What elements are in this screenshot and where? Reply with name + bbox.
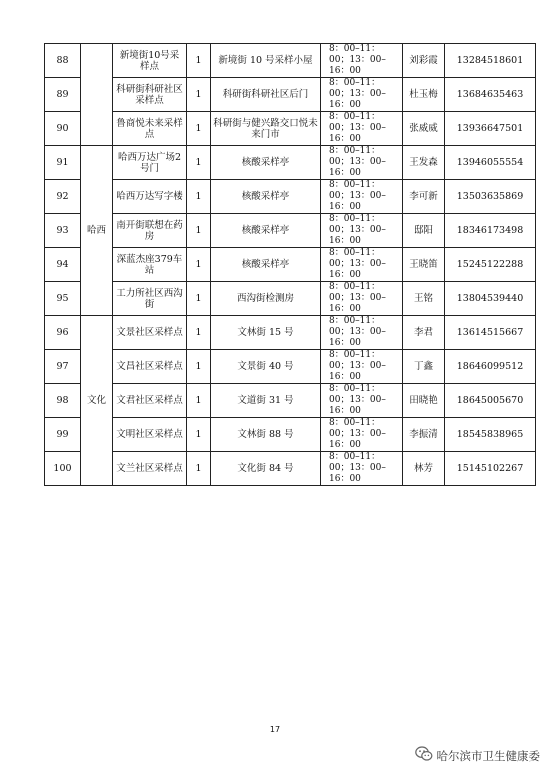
contact-name: 李振清 bbox=[403, 418, 445, 452]
contact-phone: 13804539440 bbox=[445, 282, 536, 316]
contact-phone: 15245122288 bbox=[445, 248, 536, 282]
service-hours: 8：00–11：00；13：00–16：00 bbox=[321, 214, 403, 248]
site-address: 科研街科研社区后门 bbox=[211, 78, 321, 112]
site-count: 1 bbox=[187, 316, 211, 350]
district-cell: 文化 bbox=[81, 316, 113, 486]
contact-name: 林芳 bbox=[403, 452, 445, 486]
contact-phone: 13936647501 bbox=[445, 112, 536, 146]
service-hours: 8：00–11：00；13：00–16：00 bbox=[321, 452, 403, 486]
wechat-icon bbox=[415, 746, 437, 765]
table-row bbox=[45, 112, 536, 146]
row-number: 96 bbox=[45, 316, 81, 350]
table-row bbox=[45, 418, 536, 452]
contact-name: 李君 bbox=[403, 316, 445, 350]
contact-name: 丁鑫 bbox=[403, 350, 445, 384]
contact-name: 王铭 bbox=[403, 282, 445, 316]
contact-phone: 18346173498 bbox=[445, 214, 536, 248]
site-name: 文景社区采样点 bbox=[113, 316, 187, 350]
site-count: 1 bbox=[187, 146, 211, 180]
contact-name: 刘彩霞 bbox=[403, 44, 445, 78]
site-name: 文昌社区采样点 bbox=[113, 350, 187, 384]
contact-phone: 15145102267 bbox=[445, 452, 536, 486]
district-cell: 哈西 bbox=[81, 146, 113, 316]
service-hours: 8：00–11：00；13：00–16：00 bbox=[321, 384, 403, 418]
table-row bbox=[45, 214, 536, 248]
watermark-text: 哈尔滨市卫生健康委 bbox=[436, 748, 540, 763]
site-address: 核酸采样亭 bbox=[211, 214, 321, 248]
site-address: 西沟街检测房 bbox=[211, 282, 321, 316]
site-count: 1 bbox=[187, 44, 211, 78]
service-hours: 8：00–11：00；13：00–16：00 bbox=[321, 78, 403, 112]
site-count: 1 bbox=[187, 180, 211, 214]
contact-name: 杜玉梅 bbox=[403, 78, 445, 112]
contact-name: 张威威 bbox=[403, 112, 445, 146]
contact-name: 田晓艳 bbox=[403, 384, 445, 418]
table-row bbox=[45, 350, 536, 384]
site-address: 核酸采样亭 bbox=[211, 248, 321, 282]
site-name: 深蓝杰座379车站 bbox=[113, 248, 187, 282]
site-name: 鲁商悦未来采样点 bbox=[113, 112, 187, 146]
sampling-sites-table bbox=[44, 43, 536, 486]
service-hours: 8：00–11：00；13：00–16：00 bbox=[321, 282, 403, 316]
site-count: 1 bbox=[187, 350, 211, 384]
site-name: 文君社区采样点 bbox=[113, 384, 187, 418]
site-name: 南开街联想在药房 bbox=[113, 214, 187, 248]
contact-phone: 18646099512 bbox=[445, 350, 536, 384]
page-number: 17 bbox=[269, 725, 281, 734]
site-name: 文明社区采样点 bbox=[113, 418, 187, 452]
row-number: 90 bbox=[45, 112, 81, 146]
site-address: 新境街 10 号采样小屋 bbox=[211, 44, 321, 78]
table-row bbox=[45, 180, 536, 214]
site-address: 文林街 15 号 bbox=[211, 316, 321, 350]
row-number: 99 bbox=[45, 418, 81, 452]
site-count: 1 bbox=[187, 78, 211, 112]
site-address: 核酸采样亭 bbox=[211, 146, 321, 180]
table-row bbox=[45, 282, 536, 316]
table-row bbox=[45, 78, 536, 112]
site-count: 1 bbox=[187, 418, 211, 452]
site-address: 文道街 31 号 bbox=[211, 384, 321, 418]
table-row bbox=[45, 146, 536, 180]
contact-name: 王晓笛 bbox=[403, 248, 445, 282]
site-count: 1 bbox=[187, 214, 211, 248]
service-hours: 8：00–11：00；13：00–16：00 bbox=[321, 44, 403, 78]
row-number: 88 bbox=[45, 44, 81, 78]
site-address: 文林街 88 号 bbox=[211, 418, 321, 452]
contact-phone: 13503635869 bbox=[445, 180, 536, 214]
contact-phone: 13284518601 bbox=[445, 44, 536, 78]
site-address: 核酸采样亭 bbox=[211, 180, 321, 214]
site-count: 1 bbox=[187, 282, 211, 316]
contact-name: 邸阳 bbox=[403, 214, 445, 248]
service-hours: 8：00–11：00；13：00–16：00 bbox=[321, 146, 403, 180]
contact-phone: 18545838965 bbox=[445, 418, 536, 452]
table-row bbox=[45, 44, 536, 78]
row-number: 92 bbox=[45, 180, 81, 214]
site-name: 工力所社区西沟街 bbox=[113, 282, 187, 316]
contact-phone: 13614515667 bbox=[445, 316, 536, 350]
row-number: 91 bbox=[45, 146, 81, 180]
site-count: 1 bbox=[187, 112, 211, 146]
service-hours: 8：00–11：00；13：00–16：00 bbox=[321, 316, 403, 350]
table-row bbox=[45, 452, 536, 486]
watermark bbox=[415, 746, 541, 765]
contact-phone: 13946055554 bbox=[445, 146, 536, 180]
site-name: 新境街10号采样点 bbox=[113, 44, 187, 78]
site-count: 1 bbox=[187, 452, 211, 486]
row-number: 100 bbox=[45, 452, 81, 486]
site-name: 科研街科研社区采样点 bbox=[113, 78, 187, 112]
table-row bbox=[45, 384, 536, 418]
contact-phone: 13684635463 bbox=[445, 78, 536, 112]
service-hours: 8：00–11：00；13：00–16：00 bbox=[321, 180, 403, 214]
row-number: 97 bbox=[45, 350, 81, 384]
district-cell bbox=[81, 44, 113, 146]
row-number: 95 bbox=[45, 282, 81, 316]
site-address: 文景街 40 号 bbox=[211, 350, 321, 384]
service-hours: 8：00–11：00；13：00–16：00 bbox=[321, 112, 403, 146]
row-number: 89 bbox=[45, 78, 81, 112]
service-hours: 8：00–11：00；13：00–16：00 bbox=[321, 418, 403, 452]
service-hours: 8：00–11：00；13：00–16：00 bbox=[321, 350, 403, 384]
row-number: 98 bbox=[45, 384, 81, 418]
row-number: 94 bbox=[45, 248, 81, 282]
contact-name: 李可新 bbox=[403, 180, 445, 214]
service-hours: 8：00–11：00；13：00–16：00 bbox=[321, 248, 403, 282]
site-name: 文兰社区采样点 bbox=[113, 452, 187, 486]
site-name: 哈西万达写字楼 bbox=[113, 180, 187, 214]
site-address: 科研街与健兴路交口悦未来门市 bbox=[211, 112, 321, 146]
contact-phone: 18645005670 bbox=[445, 384, 536, 418]
row-number: 93 bbox=[45, 214, 81, 248]
site-count: 1 bbox=[187, 384, 211, 418]
contact-name: 王发森 bbox=[403, 146, 445, 180]
table-row bbox=[45, 316, 536, 350]
site-count: 1 bbox=[187, 248, 211, 282]
site-address: 文化街 84 号 bbox=[211, 452, 321, 486]
table-row bbox=[45, 248, 536, 282]
site-name: 哈西万达广场2号门 bbox=[113, 146, 187, 180]
